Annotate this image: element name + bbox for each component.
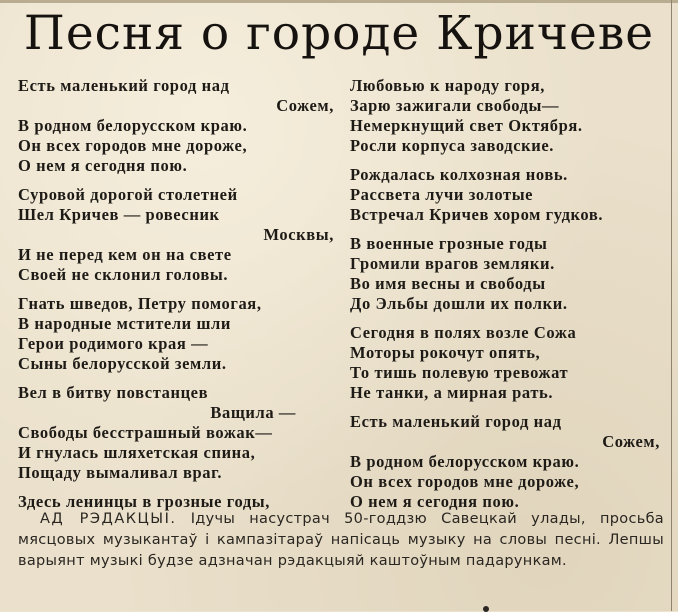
editorial-note-text: Ідучы насустрач 50-годдзю Савецкай улады, просьба мясцовых музыкантаў і кампазітараў напісаць музыку на словы песні. Лепшы варыянт музыкі будзе адзначан рэдакцыяй каштоўным падарункам.	[18, 511, 664, 569]
poem-line: В родном белорусском краю.	[18, 116, 248, 135]
poem-line: Сегодня в полях возле Сожа	[350, 323, 577, 342]
poem-stanza	[350, 165, 660, 225]
top-divider	[0, 0, 678, 3]
poem-line: Сожем,	[276, 96, 334, 115]
poem-stanza	[18, 383, 334, 483]
poem-line: Свободы бесстрашный вожак—	[18, 423, 273, 442]
poem-stanza	[18, 294, 334, 374]
poem-line: Москвы,	[263, 225, 334, 244]
poem-line: Гнать шведов, Петру помогая,	[18, 294, 262, 313]
poem-line: Зарю зажигали свободы—	[350, 96, 560, 115]
poem-line: Пощаду вымаливал враг.	[18, 463, 223, 482]
poem-line: Есть маленький город над	[18, 76, 230, 95]
poem-line: Немеркнущий свет Октября.	[350, 116, 583, 135]
poem-stanza	[18, 76, 334, 176]
poem-stanza	[18, 185, 334, 285]
poem-line: Моторы рокочут опять,	[350, 343, 541, 362]
page-title: Песня о городе Кричеве	[23, 6, 655, 61]
poem-line: Он всех городов мне дороже,	[350, 472, 580, 491]
poem-line: О нем я сегодня пою.	[350, 492, 520, 511]
poem-line: Сожем,	[602, 432, 660, 451]
ink-dot	[483, 606, 489, 612]
editorial-note-label: АД РЭДАКЦЫІ.	[40, 511, 177, 527]
column-divider	[671, 0, 672, 611]
poem-line: В народные мстители шли	[18, 314, 232, 333]
poem-line: Громили врагов земляки.	[350, 254, 555, 273]
poem-line: Росли корпуса заводские.	[350, 136, 554, 155]
poem-line: В родном белорусском краю.	[350, 452, 580, 471]
poem-line: Не танки, а мирная рать.	[350, 383, 554, 402]
poem-line: В военные грозные годы	[350, 234, 548, 253]
editorial-note	[18, 509, 664, 572]
poem-line: Шел Кричев — ровесник	[18, 205, 220, 224]
poem-line: О нем я сегодня пою.	[18, 156, 188, 175]
poem-line: Ващила —	[210, 403, 296, 422]
poem-line: Герои родимого края —	[18, 334, 209, 353]
poem-left-column	[18, 76, 334, 521]
poem-line: Есть маленький город над	[350, 412, 562, 431]
poem-line: И не перед кем он на свете	[18, 245, 232, 264]
poem-line: Встречал Кричев хором гудков.	[350, 205, 604, 224]
poem-right-column	[350, 76, 660, 521]
poem-line: Рождалась колхозная новь.	[350, 165, 568, 184]
poem-stanza	[350, 76, 660, 156]
poem-line: Суровой дорогой столетней	[18, 185, 238, 204]
poem-line: Своей не склонил головы.	[18, 265, 229, 284]
poem-line: Он всех городов мне дороже,	[18, 136, 248, 155]
poem-line: Рассвета лучи золотые	[350, 185, 534, 204]
poem-stanza	[350, 323, 660, 403]
poem-line: Сыны белорусской земли.	[18, 354, 227, 373]
poem-stanza	[350, 234, 660, 314]
poem-line: Любовью к народу горя,	[350, 76, 545, 95]
poem-stanza	[350, 412, 660, 512]
poem-line: То тишь полевую тревожат	[350, 363, 569, 382]
poem-line: И гнулась шляхетская спина,	[18, 443, 256, 462]
poem-line: Вел в битву повстанцев	[18, 383, 209, 402]
poem-line: Во имя весны и свободы	[350, 274, 546, 293]
poem-line: Здесь ленинцы в грозные годы,	[18, 492, 270, 511]
poem-line: До Эльбы дошли их полки.	[350, 294, 568, 313]
